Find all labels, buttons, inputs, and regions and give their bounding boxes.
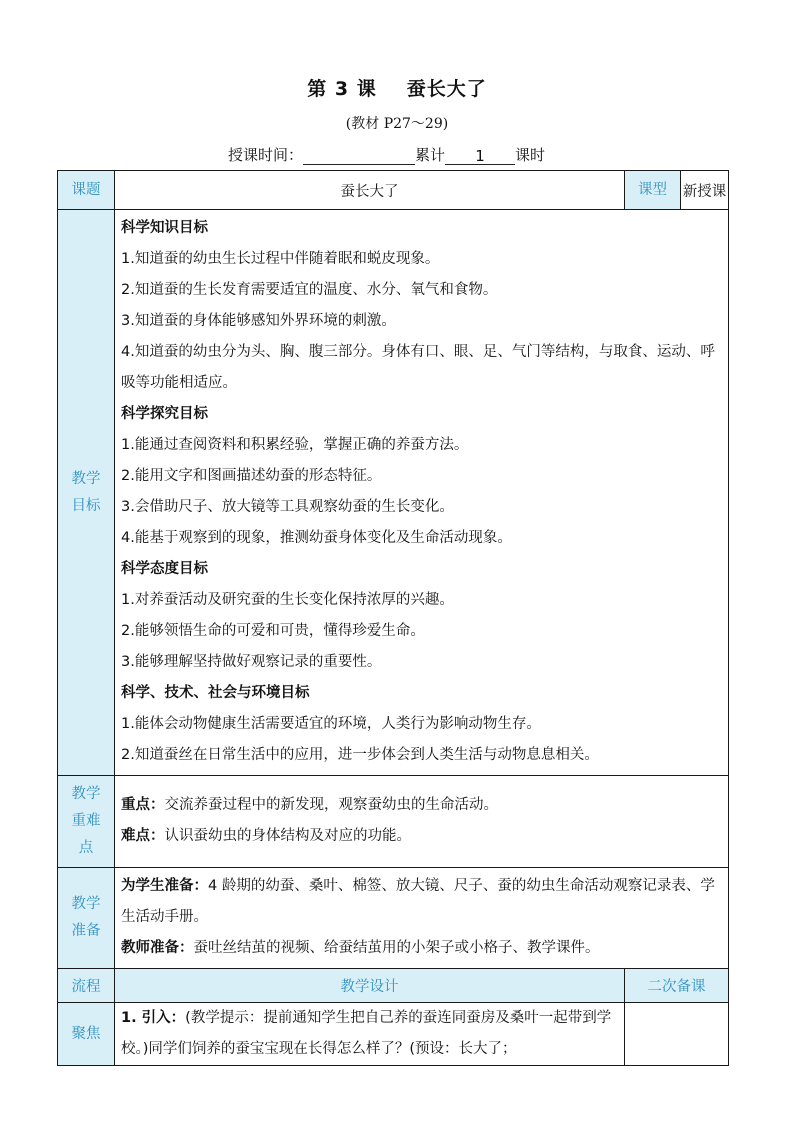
type-value: 新授课: [681, 171, 729, 210]
goal-item: 2.知道蚕的生长发育需要适宜的温度、水分、氧气和食物。: [121, 282, 498, 298]
hours-label: 课时: [515, 146, 546, 164]
goals-row: [58, 210, 729, 776]
prep-label: [58, 868, 115, 969]
focus-label: 聚焦: [58, 1003, 115, 1066]
goal-item: 2.能用文字和图画描述幼蚕的形态特征。: [121, 468, 382, 484]
prep-label-line2: 准备: [71, 923, 101, 939]
goals-content: [115, 210, 729, 776]
teacher-prep-text: 蚕吐丝结茧的视频、给蚕结茧用的小架子或小格子、教学课件。: [193, 940, 600, 956]
difficulty-label-line1: 教学: [71, 786, 101, 802]
lesson-number: 第 3 课: [307, 78, 377, 100]
topic-value: 蚕长大了: [115, 171, 625, 210]
cumulative-label: 累计: [415, 146, 446, 164]
cumulative-value: 1: [445, 147, 515, 165]
goal-item: 1.能体会动物健康生活需要适宜的环境，人类行为影响动物生存。: [121, 716, 541, 732]
goal-section-heading: 科学知识目标: [121, 220, 208, 236]
schedule-blank: [303, 147, 415, 165]
goals-label: [58, 210, 115, 776]
second-prep-cell: [625, 1003, 729, 1066]
textbook-pages: (教材 P27～29): [345, 116, 449, 132]
prep-content: [115, 868, 729, 969]
hard-point-text: 认识蚕幼虫的身体结构及对应的功能。: [164, 828, 411, 844]
focus-text: (教学提示：提前通知学生把自己养的蚕连同蚕房及桑叶一起带到学校。)同学们饲养的蚕宝宝现在长得怎么样了？(预设：长大了；: [121, 1010, 612, 1057]
schedule-line: [228, 144, 545, 165]
goals-label-line1: 教学: [71, 470, 101, 487]
goal-item: 1.知道蚕的幼虫生长过程中伴随着眠和蜕皮现象。: [121, 251, 440, 267]
focus-row: [58, 1003, 729, 1066]
goal-section-heading: 科学探究目标: [121, 406, 208, 422]
schedule-label: 授课时间：: [228, 146, 304, 164]
teacher-prep-label: 教师准备：: [121, 940, 194, 956]
student-prep-text: 4 龄期的幼蚕、桑叶、棉签、放大镜、尺子、蚕的幼虫生命活动观察记录表、学生活动手册。: [121, 878, 715, 925]
lesson-plan-table: [57, 170, 729, 1066]
goal-section-heading: 科学、技术、社会与环境目标: [121, 685, 310, 701]
goal-item: 1.能通过查阅资料和积累经验，掌握正确的养蚕方法。: [121, 437, 469, 453]
topic-label: 课题: [58, 171, 115, 210]
lesson-title: [0, 74, 794, 101]
prep-row: [58, 868, 729, 969]
hard-point-label: 难点：: [121, 828, 165, 844]
key-point-text: 交流养蚕过程中的新发现，观察蚕幼虫的生命活动。: [164, 797, 498, 813]
difficulty-row: [58, 776, 729, 868]
focus-content: [115, 1003, 625, 1066]
key-point-label: 重点：: [121, 797, 165, 813]
student-prep-label: 为学生准备：: [121, 878, 208, 894]
type-label: 课型: [625, 171, 681, 210]
goal-item: 4.能基于观察到的现象，推测幼蚕身体变化及生命活动现象。: [121, 530, 512, 546]
process-header-row: [58, 969, 729, 1003]
goal-section-heading: 科学态度目标: [121, 561, 208, 577]
prep-label-line1: 教学: [71, 896, 101, 912]
goal-item: 2.能够领悟生命的可爱和可贵，懂得珍爱生命。: [121, 623, 425, 639]
focus-number: 1. 引入：: [121, 1010, 186, 1026]
goal-item: 3.会借助尺子、放大镜等工具观察幼蚕的生长变化。: [121, 499, 454, 515]
goals-list: [115, 210, 728, 775]
design-header: 教学设计: [115, 969, 625, 1003]
second-prep-header: 二次备课: [625, 969, 729, 1003]
goal-item: 4.知道蚕的幼虫分为头、胸、腹三部分。身体有口、眼、足、气门等结构，与取食、运动、呼吸等功能相适应。: [121, 344, 715, 391]
lesson-name: 蚕长大了: [406, 78, 487, 100]
goal-item: 2.知道蚕丝在日常生活中的应用，进一步体会到人类生活与动物息息相关。: [121, 747, 599, 763]
goals-label-line2: 目标: [71, 497, 101, 514]
difficulty-label-line2: 重难: [71, 813, 101, 829]
process-header: 流程: [58, 969, 115, 1003]
goal-item: 3.知道蚕的身体能够感知外界环境的刺激。: [121, 313, 396, 329]
goal-item: 1.对养蚕活动及研究蚕的生长变化保持浓厚的兴趣。: [121, 592, 454, 608]
difficulty-label-line3: 点: [78, 840, 94, 856]
topic-row: [58, 171, 729, 210]
goal-item: 3.能够理解坚持做好观察记录的重要性。: [121, 654, 382, 670]
difficulty-content: [115, 776, 729, 868]
difficulty-label: [58, 776, 115, 868]
